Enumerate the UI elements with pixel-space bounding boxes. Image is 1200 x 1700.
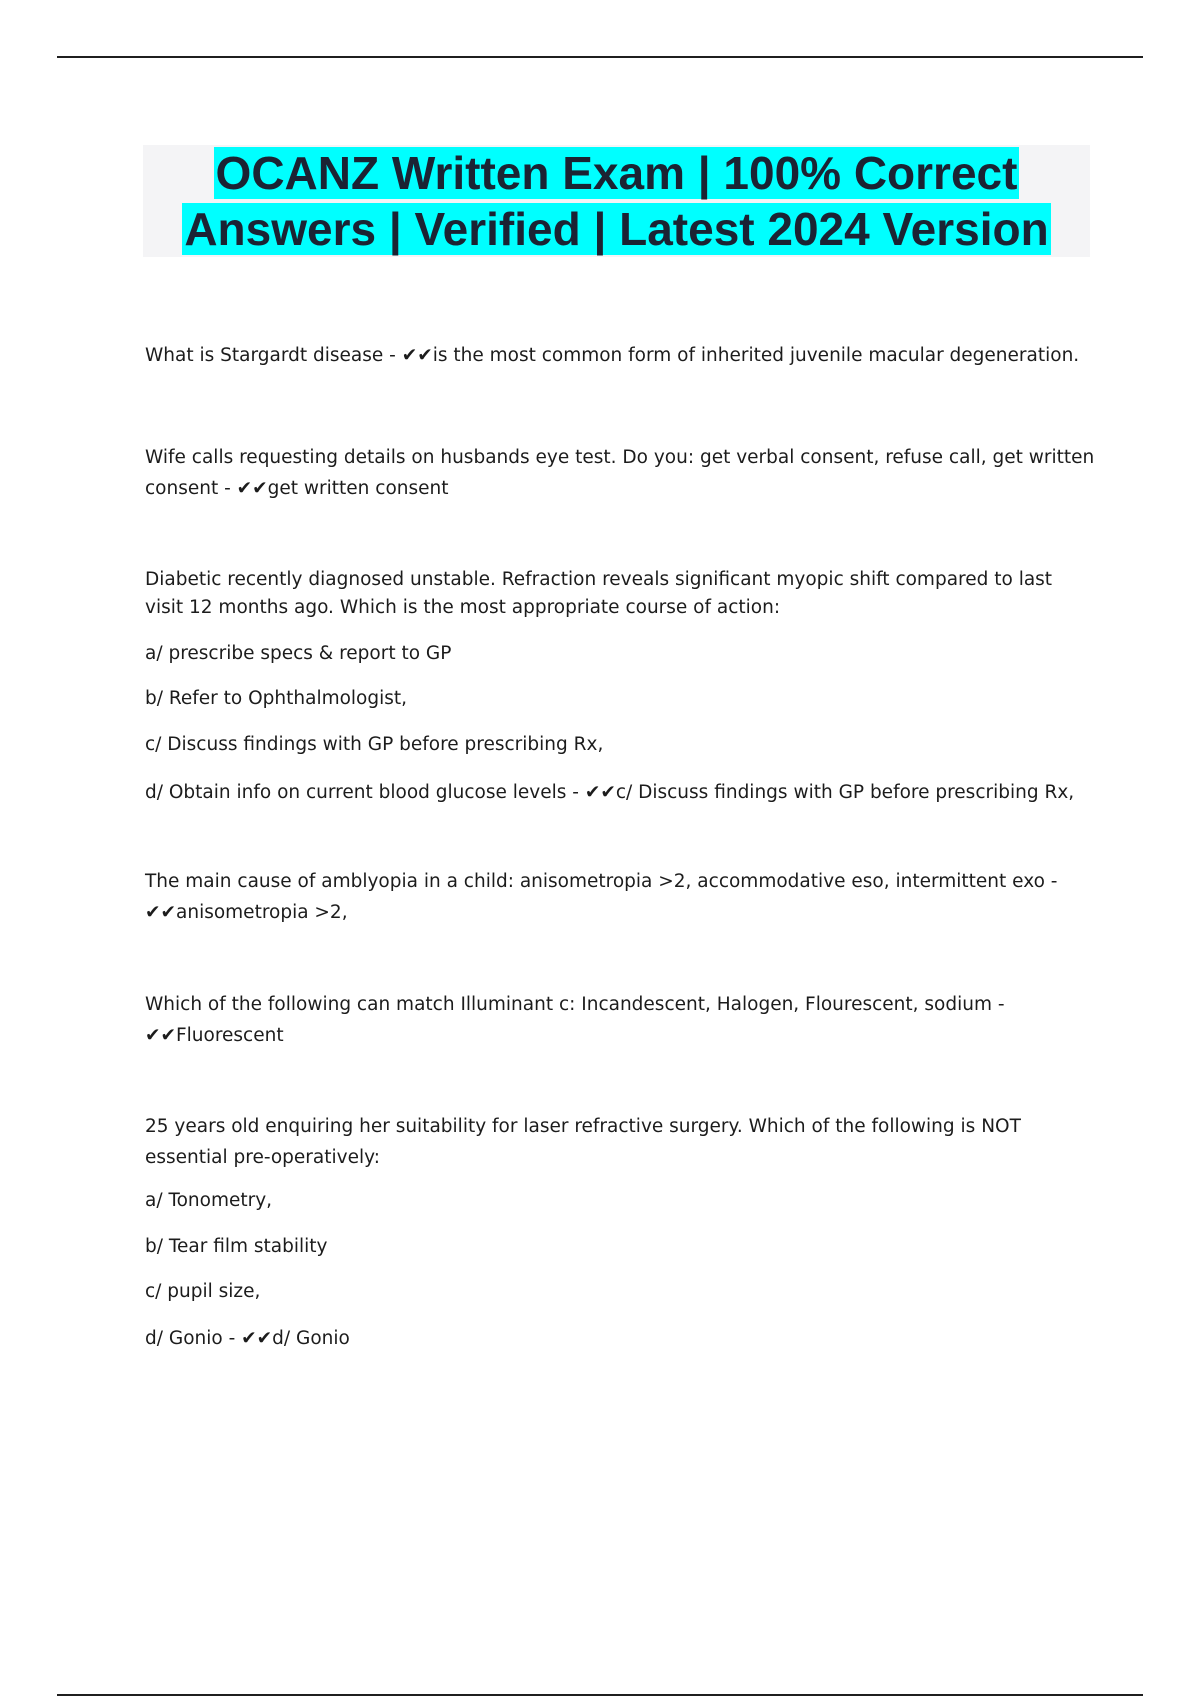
question-3 (145, 566, 1095, 808)
option-b: b/ Refer to Ophthalmologist, (145, 688, 408, 709)
question-text: Which of the following can match Illuminant c: Incandescent, Halogen, Flourescent, sodium - ✔✔Fluorescent (145, 994, 1005, 1046)
option-b: b/ Tear film stability (145, 1236, 328, 1257)
option-d: d/ Gonio - ✔✔d/ Gonio (145, 1328, 350, 1349)
question-4 (145, 866, 1095, 928)
option-c: c/ pupil size, (145, 1281, 261, 1302)
question-1 (145, 340, 1079, 371)
option-c: c/ Discuss findings with GP before prescribing Rx, (145, 734, 604, 755)
question-text: What is Stargardt disease - ✔✔is the most common form of inherited juvenile macular degeneration. (145, 345, 1080, 366)
title-box (143, 145, 1090, 257)
option-a: a/ prescribe specs & report to GP (145, 643, 452, 664)
document-title (143, 145, 1090, 257)
question-text: 25 years old enquiring her suitability for laser refractive surgery. Which of the following is NOT essential pre-operatively: (145, 1116, 1021, 1168)
question-5 (145, 989, 1095, 1051)
title-line-1: OCANZ Written Exam | 100% Correct (215, 147, 1018, 199)
question-2 (145, 442, 1095, 504)
question-text: The main cause of amblyopia in a child: anisometropia >2, accommodative eso, intermittent exo - ✔✔anisometropia >2, (145, 871, 1058, 923)
question-text: Diabetic recently diagnosed unstable. Refraction reveals significant myopic shift compared to last visit 12 months ago. Which is the most appropriate course of action: (145, 569, 1053, 618)
option-d: d/ Obtain info on current blood glucose levels - ✔✔c/ Discuss findings with GP before prescribing Rx, (145, 782, 1075, 803)
title-line-2: Answers | Verified | Latest 2024 Version (184, 203, 1049, 255)
question-6 (145, 1111, 1095, 1354)
top-rule (57, 56, 1143, 58)
option-a: a/ Tonometry, (145, 1190, 273, 1211)
bottom-rule (57, 1694, 1143, 1696)
question-text: Wife calls requesting details on husbands eye test. Do you: get verbal consent, refuse call, get written consent - ✔✔get written consent (145, 447, 1095, 499)
